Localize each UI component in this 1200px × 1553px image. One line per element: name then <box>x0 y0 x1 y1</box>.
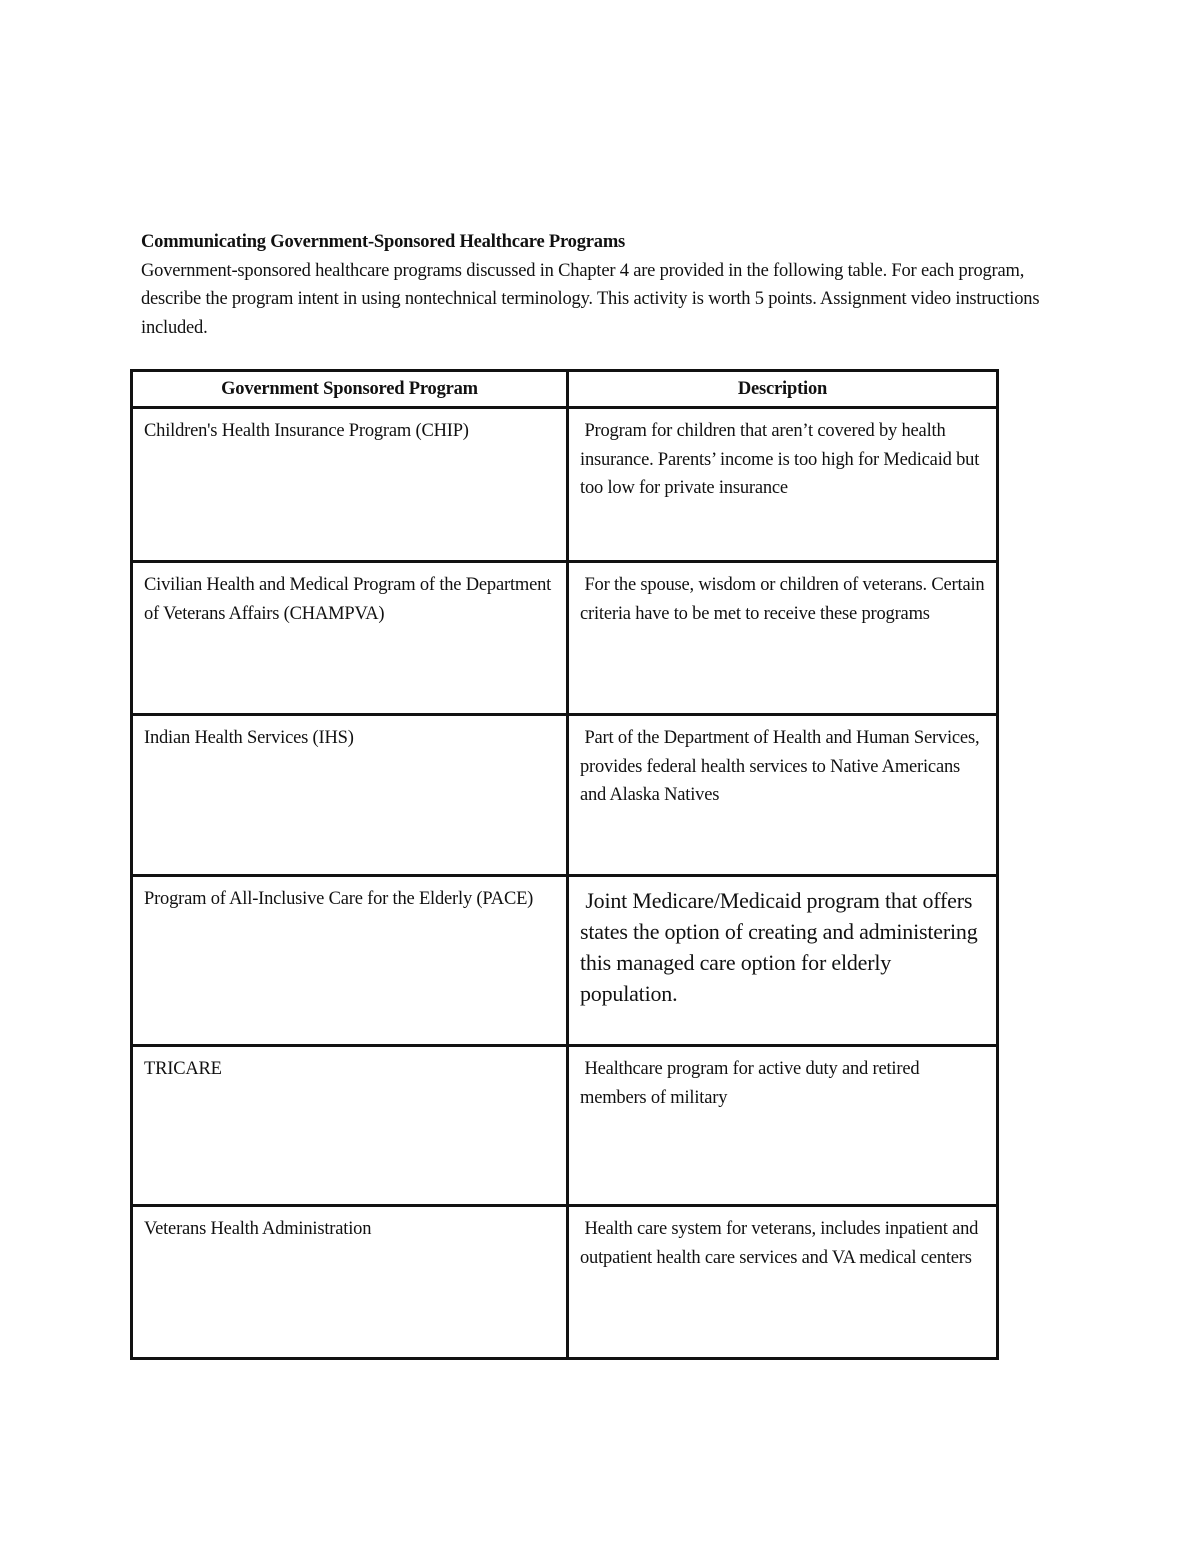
description-cell: Joint Medicare/Medicaid program that offers states the option of creating and administering this managed care option for elderly population. <box>568 876 998 1046</box>
table-row <box>132 1046 998 1206</box>
intro-section <box>141 228 1081 342</box>
description-cell: Healthcare program for active duty and retired members of military <box>568 1046 998 1206</box>
table-row <box>132 408 998 562</box>
program-cell: TRICARE <box>132 1046 568 1206</box>
table-row <box>132 715 998 876</box>
intro-paragraph: Government-sponsored healthcare programs discussed in Chapter 4 are provided in the following table. For each program, describe the program intent in using nontechnical terminology. This activity is worth 5 points. Assignment video instructions included. <box>141 260 1040 338</box>
table-header-row <box>132 371 998 408</box>
table-row <box>132 876 998 1046</box>
header-program: Government Sponsored Program <box>132 371 568 408</box>
description-cell: For the spouse, wisdom or children of veterans. Certain criteria have to be met to receive these programs <box>568 562 998 715</box>
description-cell: Health care system for veterans, includes inpatient and outpatient health care services and VA medical centers <box>568 1206 998 1359</box>
program-cell: Civilian Health and Medical Program of the Department of Veterans Affairs (CHAMPVA) <box>132 562 568 715</box>
program-cell: Veterans Health Administration <box>132 1206 568 1359</box>
description-cell: Program for children that aren’t covered by health insurance. Parents’ income is too high for Medicaid but too low for private insurance <box>568 408 998 562</box>
program-cell: Children's Health Insurance Program (CHIP) <box>132 408 568 562</box>
program-cell: Indian Health Services (IHS) <box>132 715 568 876</box>
program-cell: Program of All-Inclusive Care for the Elderly (PACE) <box>132 876 568 1046</box>
header-description: Description <box>568 371 998 408</box>
description-cell: Part of the Department of Health and Human Services, provides federal health services to Native Americans and Alaska Natives <box>568 715 998 876</box>
programs-table <box>130 369 999 1360</box>
document-title: Communicating Government-Sponsored Healthcare Programs <box>141 232 626 252</box>
table-row <box>132 1206 998 1359</box>
table-row <box>132 562 998 715</box>
